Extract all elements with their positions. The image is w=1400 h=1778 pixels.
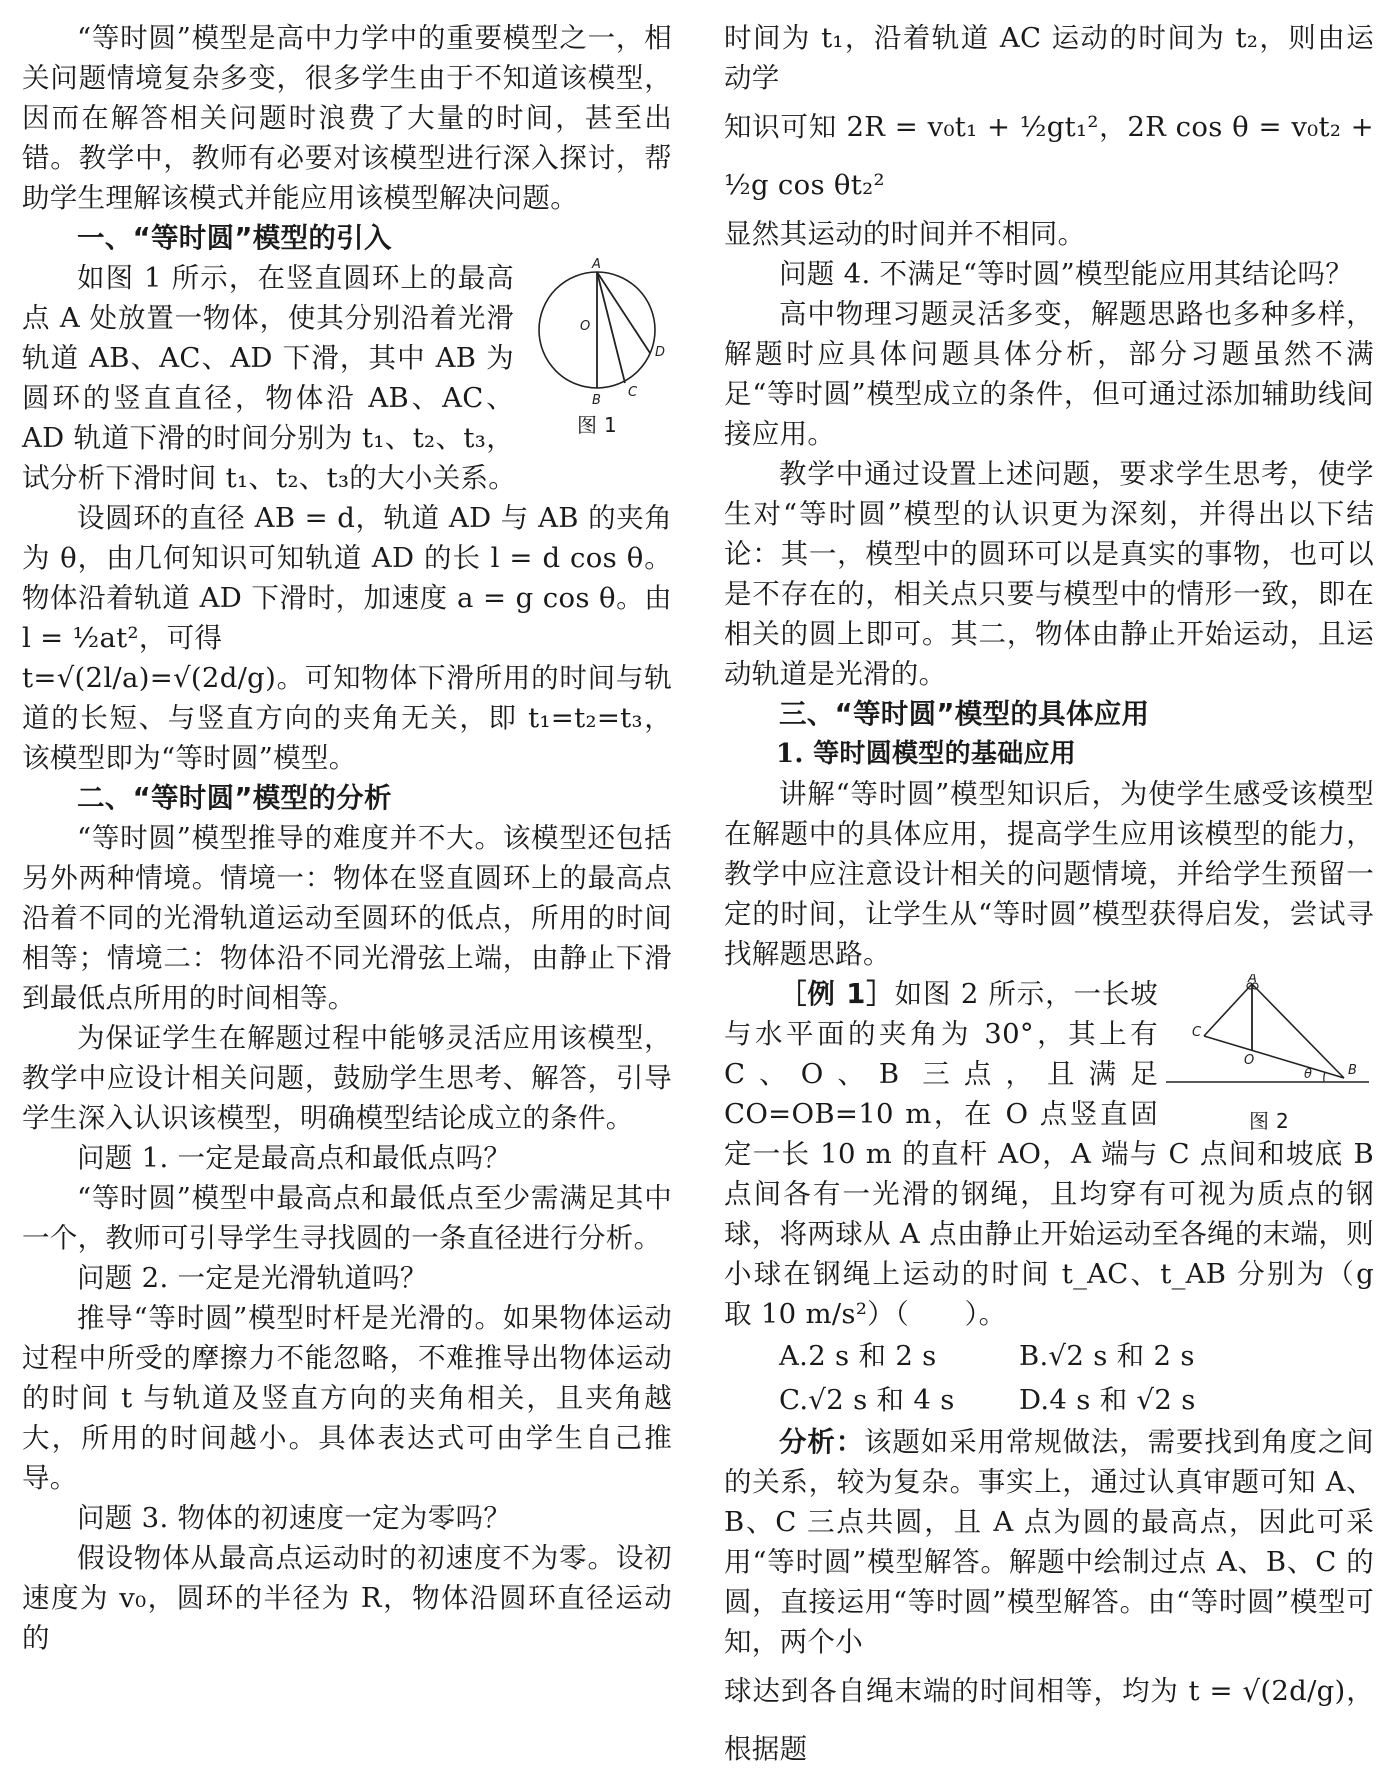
subsection-heading: 1. 等时圆模型的基础应用 [776,739,1077,769]
paragraph: t=√(2l/a)=√(2d/g)。可知物体下滑所用的时间与轨道的长短、与竖直方向的夹角无关，即 t₁=t₂=t₃，该模型即为“等时圆”模型。 [22,662,672,774]
paragraph: 时间为 t₁，沿着轨道 AC 运动的时间为 t₂，则由运动学 [724,22,1374,94]
section-heading: 二、“等时圆”模型的分析 [77,782,392,814]
figure-caption: 图 1 [577,413,617,437]
circle-diagram [522,258,672,408]
right-column [724,18,1374,1778]
paragraph: “等时圆”模型是高中力学中的重要模型之一，相关问题情境复杂多变，很多学生由于不知道该模型，因而在解答相关问题时浪费了大量的时间，甚至出错。教学中，教师有必要对该模型进行深入探讨，帮助学生理解该模式并能应用该模型解决问题。 [22,22,672,214]
paragraph: 为保证学生在解题过程中能够灵活应用该模型，教学中应设计相关问题，鼓励学生思考、解答，引导学生深入认识该模型，明确模型结论成立的条件。 [22,1022,672,1134]
figure-2 [1164,974,1374,1134]
paragraph: 如图 1 所示，在竖直圆环上的最高点 A 处放置一物体，使其分别沿着光滑轨道 AB、AC、AD 下滑，其中 AB 为圆环的竖直直径，物体沿 AB、AC、AD 轨道下滑的时间分别为 t₁、t₂、t₃，试分析下滑时间 t₁、t₂、t₃的大小关系。 [22,262,517,494]
left-column [22,18,672,1658]
option-d: D.4 s 和 √2 s [1019,1384,1196,1416]
paragraph: 显然其运动的时间并不相同。 [724,218,1086,250]
paragraph: 讲解“等时圆”模型知识后，为使学生感受该模型在解题中的具体应用，提高学生应用该模型的能力，教学中应注意设计相关的问题情境，并给学生预留一定的时间，让学生从“等时圆”模型获得启发，尝试寻找解题思路。 [724,778,1374,970]
svg-text:D: D [655,345,666,360]
svg-text:C: C [1192,1025,1202,1040]
paragraph: 假设物体从最高点运动时的初速度不为零。设初速度为 v₀，圆环的半径为 R，物体沿圆环直径运动的 [22,1542,672,1654]
paragraph: 高中物理习题灵活多变，解题思路也多种多样，解题时应具体问题具体分析，部分习题虽然不满足“等时圆”模型成立的条件，但可通过添加辅助线间接应用。 [724,298,1374,450]
figure-1 [522,258,672,438]
svg-text:A: A [592,258,602,272]
answer-options [724,1334,1374,1422]
svg-text:θ: θ [1304,1067,1313,1082]
question: 问题 4. 不满足“等时圆”模型能应用其结论吗？ [779,258,1354,290]
question: 问题 2. 一定是光滑轨道吗？ [77,1262,428,1294]
figure-caption: 图 2 [1249,1109,1289,1133]
svg-text:B: B [1348,1063,1358,1078]
svg-text:O: O [580,319,591,334]
paragraph: “等时圆”模型推导的难度并不大。该模型还包括另外两种情境。情境一：物体在竖直圆环上的最高点沿着不同的光滑轨道运动至圆环的低点，所用的时间相等；情境二：物体沿不同光滑弦上端，由静止下滑到最低点所用的时间相等。 [22,822,672,1014]
svg-text:A: A [1248,974,1258,986]
analysis-label: 分析： [779,1426,865,1458]
paragraph: 教学中通过设置上述问题，要求学生思考，使学生对“等时圆”模型的认识更为深刻，并得出以下结论：其一，模型中的圆环可以是真实的事物，也可以是不存在的，相关点只要与模型中的情形一致，即在相关的圆上即可。其二，物体由静止开始运动，且运动轨道是光滑的。 [724,458,1374,690]
paragraph: “等时圆”模型中最高点和最低点至少需满足其中一个，教师可引导学生寻找圆的一条直径进行分析。 [22,1182,672,1254]
example-label: ［例 1］ [779,978,895,1010]
paragraph: 设圆环的直径 AB = d，轨道 AD 与 AB 的夹角为 θ，由几何知识可知轨道 AD 的长 l = d cos θ。物体沿着轨道 AD 下滑时，加速度 a = g cos θ。由 l = ½at²，可得 [22,502,672,654]
option-b: B.√2 s 和 2 s [1019,1340,1195,1372]
example-text: 如图 2 所示，一长坡与水平面的夹角为 30°，其上有 C、O、B 三点，且满足 CO=OB=10 m，在 O 点竖直固定一长 10 m 的直杆 AO，A 端与 C 点间和坡底 B 点间各有一光滑的钢绳，且均穿有可视为质点的钢球，将两球从 A 点由静止开始运动至各绳的末端，则小球在钢绳上运动的时间 t_AC、t_AB 分别为（g 取 10 m/s²）（ ）。 [724,978,1374,1330]
section-heading: 一、“等时圆”模型的引入 [77,222,392,254]
option-c: C.√2 s 和 4 s [779,1384,955,1416]
svg-text:O: O [1244,1053,1255,1068]
question: 问题 3. 物体的初速度一定为零吗？ [77,1502,512,1534]
section-heading: 三、“等时圆”模型的具体应用 [779,698,1150,730]
svg-text:C: C [628,385,638,400]
analysis-paragraph [724,1422,1374,1662]
option-a: A.2 s 和 2 s [779,1340,937,1372]
question: 问题 1. 一定是最高点和最低点吗？ [77,1142,512,1174]
svg-text:B: B [592,393,602,408]
slope-diagram [1164,974,1374,1104]
analysis-text: 该题如采用常规做法，需要找到角度之间的关系，较为复杂。事实上，通过认真审题可知 A、B、C 三点共圆，且 A 点为圆的最高点，因此可采用“等时圆”模型解答。解题中绘制过点 A、B、C 的圆，直接运用“等时圆”模型解答。由“等时圆”模型可知，两个小 [724,1426,1374,1658]
paragraph: 球达到各自绳末端的时间相等，均为 t = √(2d/g)，根据题 [724,1675,1374,1765]
paragraph: 推导“等时圆”模型时杆是光滑的。如果物体运动过程中所受的摩擦力不能忽略，不难推导出物体运动的时间 t 与轨道及竖直方向的夹角相关，且夹角越大，所用的时间越小。具体表达式可由学生自己推导。 [22,1302,672,1494]
equation-line: 知识可知 2R = v₀t₁ + ½gt₁²，2R cos θ = v₀t₂ + ½g cos θt₂² [724,111,1374,201]
